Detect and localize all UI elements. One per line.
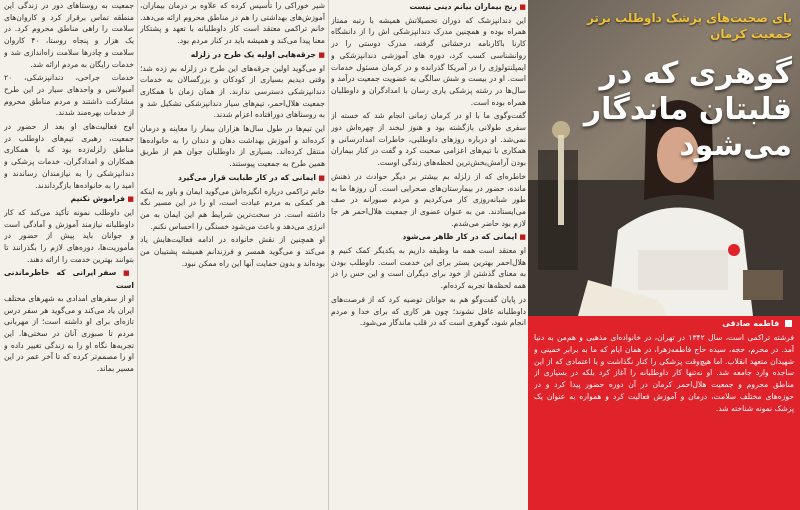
author-byline <box>722 319 792 328</box>
column-paragraph: خانم تراکمی درباره انگیزه‌اش می‌گوید ایمان و باور به اینکه هر کمکی به مردم عبادت است، او را در این مسیر نگه داشته است. در سخت‌ترین شرایط هم این ایمان به من انرژی می‌دهد و باعث می‌شود خستگی را احساس نکنم. <box>140 186 325 231</box>
column-paragraph: اوج فعالیت‌های او بعد از حضور در جمعیت، رهبری تیم‌های داوطلب در مناطق زلزله‌زده بود که با همکاری همکاران و امدادگران، خدمات پزشکی و دندانپزشکی را به نیازمندان رساندند و امید را به خانواده‌ها بازگرداندند. <box>4 122 134 190</box>
column-paragraph: او از سفرهای امدادی به شهرهای مختلف ایران یاد می‌کند و می‌گوید هر سفر درس تازه‌ای برای او داشته است؛ از مهربانی مردم تا صبوری آنان در سختی‌ها. این تجربه‌ها نگاه او را به زندگی تغییر داده و او را مصمم‌تر کرده که تا آخر عمر در این مسیر بماند. <box>4 293 134 374</box>
column-paragraph: او معتقد است همه ما وظیفه داریم به یکدیگر کمک کنیم و هلال‌احمر بهترین بستر برای این خدمت است. داوطلب بودن به معنای گذشتن از خود برای دیگران است و این حس را در همه لحظه‌ها تجربه کرده‌ام. <box>331 246 526 291</box>
column-subheading: ■ ایمانی که در کار ظاهر می‌شود <box>331 231 526 244</box>
column-subheading: ■ سفر ایرانی که خاطرماندنی است <box>4 267 134 291</box>
article-kicker <box>587 10 792 42</box>
article-column-3 <box>331 0 526 510</box>
kicker-line: جمعیت کرمان <box>710 27 792 41</box>
intro-text: فرشته تراکمی است، سال ۱۳۴۲ در تهران، در خانواده‌ای مذهبی و هم‌من به دنیا آمد. در محرم، حجه، سیده حاج فاطمه‌زهرا، در همان ایام که ما به برابر خمینی و شهیدان متعهد انقلاب. اما هیچ‌وقت پزشکی را کنار نگذاشت و با اعتمادی که از این ساجده وارد جامعه شد. او نه‌تنها کار داوطلبانه را آغاز کرد بلکه در بسیاری از مناطق محروم و جمعیت هلال‌احمر کرمان در آن دوره حضور پیدا کرد و در حوزه‌های مختلف سلامت، درمان و آموزش فعالیت کرد و همواره به عنوان یک پزشک نمونه شناخته شد. <box>534 333 794 413</box>
column-divider <box>328 0 329 510</box>
article-headline: گوهری که در قلبتان ماندگار می‌شود <box>583 56 792 163</box>
portrait-photo <box>528 0 800 316</box>
column-subheading: ■ ایمانی که در کار طبابت قرار می‌گیرد <box>140 172 325 185</box>
column-paragraph: خدمات جراحی، دندانپزشکی، ۲۰ آمبولانس و واحدهای سیار در این طرح مشارکت داشتند و مردم مناطق محروم از خدمات بهره‌مند شدند. <box>4 73 134 118</box>
column-paragraph: این تیم‌ها در طول سال‌ها هزاران بیمار را معاینه و درمان کرده‌اند و آموزش بهداشت دهان و دندان را به خانواده‌ها منتقل کرده‌اند. بسیاری از داوطلبان جوان هم از طریق همین طرح به جمعیت پیوستند. <box>140 124 325 169</box>
intro-box <box>528 316 800 510</box>
column-paragraph: او می‌گوید اولین جرقه‌های این طرح در زلزله بم زده شد؛ وقتی دیدیم بسیاری از کودکان و بزرگسالان به خدمات دندانپزشکی دسترسی ندارند. از همان زمان با همکاری جمعیت هلال‌احمر، تیم‌های سیار دندانپزشکی تشکیل شد و به روستاهای دورافتاده اعزام شدند. <box>140 63 325 120</box>
column-paragraph: شیر خوراکی را تأسیس کرده که علاوه بر درمان بیماران، آموزش‌های بهداشتی را هم در مناطق محروم ارائه می‌دهد. خانم تراکمی معتقد است کار داوطلبانه با تعهد و پشتکار معنا پیدا می‌کند و همیشه باید در کنار مردم بود. <box>140 1 325 46</box>
column-paragraph: در پایان گفت‌وگو هم به جوانان توصیه کرد که از فرصت‌های داوطلبانه غافل نشوند؛ چون هر کاری که برای خدا و مردم انجام شود، گوهری است که در قلب ماندگار می‌شود. <box>331 294 526 328</box>
column-paragraph: جمعیت به روستاهای دور در زندگی این منطقه تماس برقرار کرد و کاروان‌های سلامت را راهی مناطق محروم کرد. در یک هزار و پنجاه روستا، ۴۰ کاروان سلامت و چادرها سلامت راه‌اندازی شد و خدمات رایگان به مردم ارائه شد. <box>4 1 134 69</box>
column-divider <box>137 0 138 510</box>
column-paragraph: این دندانپزشک که دوران تحصیلاتش همیشه با رتبه ممتاز همراه بوده و همچنین مدرک دندانپزشکی اش را از دانشگاه کارنا باکارنامه درخشانی گرفته، مدرک دوستی را در روانشناسی کسب کرد، دوره های آموزشی دندانپزشکی و ایمپلنتولوژی را در آمریکا گذرانده و در کرمان مسئول خدمات است. او در بیست و شش سالگی به عضویت جمعیت درآمد و سال‌ها در رشته پزشکی یاری رسان با امدادگران و داوطلبان همراه بوده است. <box>331 15 526 107</box>
author-name: فاطمه صادقی <box>722 319 780 328</box>
column-subheading: ■ رنج بیماران بیانم دینی نیست <box>331 1 526 14</box>
byline-marker-icon <box>785 320 792 327</box>
column-subheading: ■ جرقه‌هایی اولیه یک طرح در زلزله <box>140 49 325 62</box>
article-column-1 <box>4 0 134 510</box>
column-subheading: ■ فراموش نکنیم <box>4 193 134 206</box>
column-paragraph: گفت‌وگوی ما با او در کرمان زمانی انجام شد که خسته از سفری طولانی بازگشته بود و هنوز لبخند از چهره‌اش دور نمی‌شد. او درباره روزهای داوطلبی، خاطرات امدادرسانی و همکاری با تیم‌های اعزامی صحبت کرد و گفت در کنار بیماران بودن آرامش‌بخش‌ترین لحظه‌های زندگی اوست. <box>331 111 526 168</box>
column-paragraph: او همچنین از نقش خانواده در ادامه فعالیت‌هایش یاد می‌کند و می‌گوید همسر و فرزندانم همیشه پشتیبان من بوده‌اند و بدون حمایت آنها این راه ممکن نبود. <box>140 235 325 268</box>
article-column-2 <box>140 0 325 510</box>
column-paragraph: این داوطلب نمونه تأکید می‌کند که کار داوطلبانه نیازمند آموزش و آمادگی است و جوانان باید پیش از حضور در مأموریت‌ها، دوره‌های لازم را بگذرانند تا بتوانند بهترین خدمت را ارائه دهند. <box>4 207 134 264</box>
column-paragraph: خاطره‌ای که از زلزله بم بیشتر بر دیگر حوادث در ذهنش مانده، حضور در بیمارستان‌های صحرایی است. آن روزها ما به طور شبانه‌روزی کار می‌کردیم و مردم صبورانه در صف می‌ایستادند. من به عنوان عضوی از جمعیت هلال‌احمر هر جا لازم بود حاضر می‌شدم. <box>331 171 526 228</box>
kicker-line: پای صحبت‌های پزشک داوطلب برتر <box>586 11 792 25</box>
